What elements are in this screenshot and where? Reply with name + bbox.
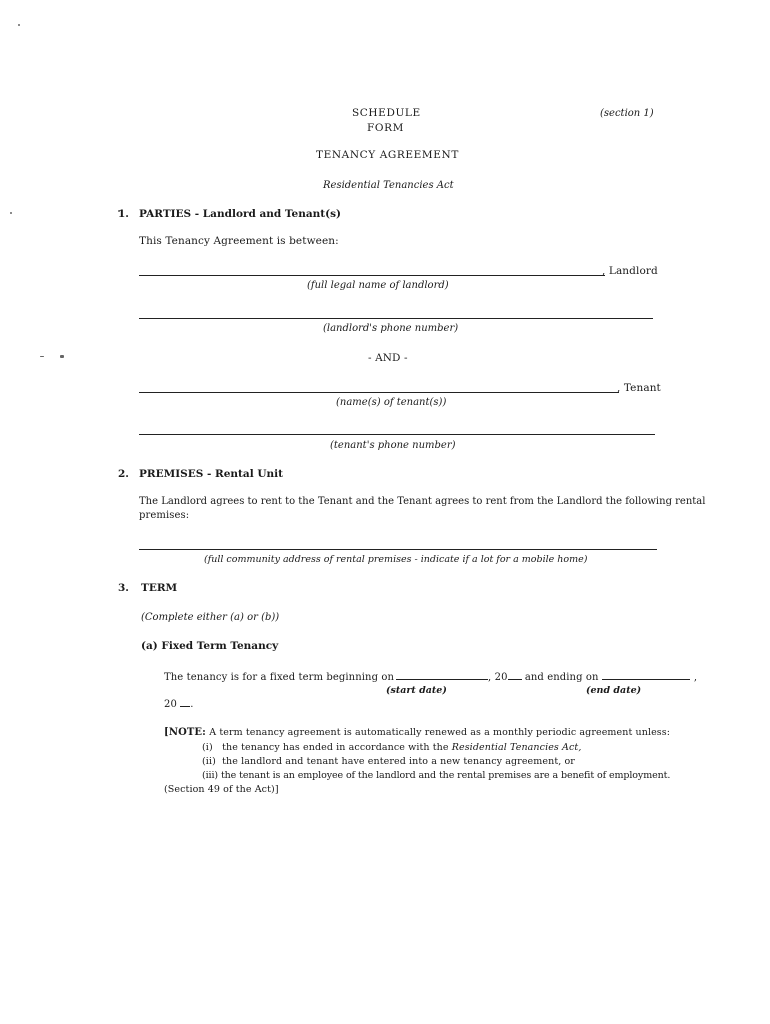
note-item-2: (ii) the landlord and tenant have entered into a new tenancy agreement, or — [202, 756, 575, 767]
act-name: Residential Tenancies Act — [323, 180, 454, 191]
landlord-phone-line[interactable] — [139, 318, 653, 319]
fixed-term-sentence-start: The tenancy is for a fixed term beginning on — [164, 672, 395, 683]
start-date-caption: (start date) — [386, 685, 447, 696]
scan-speck — [60, 355, 64, 358]
premises-address-line[interactable] — [139, 549, 657, 550]
note-item-3: (iii) the tenant is an employee of the landlord and the rental premises are a benefit of employment. — [202, 770, 671, 781]
ending-on-text: and ending on — [524, 672, 599, 683]
section-heading-parties: PARTIES - Landlord and Tenant(s) — [139, 208, 341, 220]
term-instruction: (Complete either (a) or (b)) — [141, 612, 280, 623]
section-number-parties: 1. — [118, 208, 129, 220]
note-item-1-act: Residential Tenancies Act, — [451, 742, 582, 753]
premises-text-line1: The Landlord agrees to rent to the Tenant and the Tenant agrees to rent from the Landlord the following rental — [139, 496, 706, 507]
schedule-heading: SCHEDULE — [352, 107, 421, 119]
tenant-name-caption: (name(s) of tenant(s)) — [336, 397, 447, 408]
end-date-comma: , — [693, 672, 698, 683]
tenant-suffix: , Tenant — [617, 382, 661, 394]
section-heading-term: TERM — [141, 582, 178, 594]
note-item-1-text: (i) the tenancy has ended in accordance with the — [202, 742, 452, 753]
fixed-term-sentence — [164, 670, 697, 683]
start-year-field[interactable] — [508, 670, 522, 680]
end-date-caption: (end date) — [586, 685, 642, 696]
document-title: TENANCY AGREEMENT — [316, 149, 459, 161]
year-prefix: , 20 — [488, 672, 508, 683]
section-number-term: 3. — [118, 582, 129, 594]
section-number-premises: 2. — [118, 468, 129, 480]
scan-speck — [18, 24, 20, 26]
start-date-field[interactable] — [396, 670, 488, 680]
scan-speck — [40, 356, 44, 357]
end-year-prefix: 20 — [164, 699, 177, 710]
note-block-line1 — [164, 727, 670, 738]
premises-text-line2: premises: — [139, 510, 190, 521]
end-date-field[interactable] — [602, 670, 690, 680]
section-reference: (section 1) — [600, 108, 654, 119]
tenant-phone-line[interactable] — [139, 434, 655, 435]
note-citation: (Section 49 of the Act)] — [164, 784, 279, 795]
tenant-name-line[interactable] — [139, 392, 619, 393]
landlord-phone-caption: (landlord's phone number) — [323, 323, 459, 334]
form-heading: FORM — [367, 122, 404, 134]
parties-intro: This Tenancy Agreement is between: — [139, 235, 339, 247]
note-lead: [NOTE: — [164, 727, 206, 738]
note-item-1 — [202, 742, 581, 753]
and-separator: - AND - — [368, 352, 408, 364]
landlord-suffix: , Landlord — [602, 265, 658, 277]
landlord-name-line[interactable] — [139, 275, 605, 276]
landlord-name-caption: (full legal name of landlord) — [307, 280, 449, 291]
end-year-field[interactable] — [180, 697, 190, 707]
end-year-period: . — [190, 699, 194, 710]
end-year-row — [164, 697, 194, 710]
premises-address-caption: (full community address of rental premises - indicate if a lot for a mobile home) — [204, 554, 588, 565]
fixed-term-label: (a) Fixed Term Tenancy — [141, 640, 279, 652]
note-text: A term tenancy agreement is automatically renewed as a monthly periodic agreement unless: — [209, 727, 671, 738]
section-heading-premises: PREMISES - Rental Unit — [139, 468, 283, 480]
tenant-phone-caption: (tenant's phone number) — [330, 440, 456, 451]
scan-speck — [10, 212, 12, 214]
